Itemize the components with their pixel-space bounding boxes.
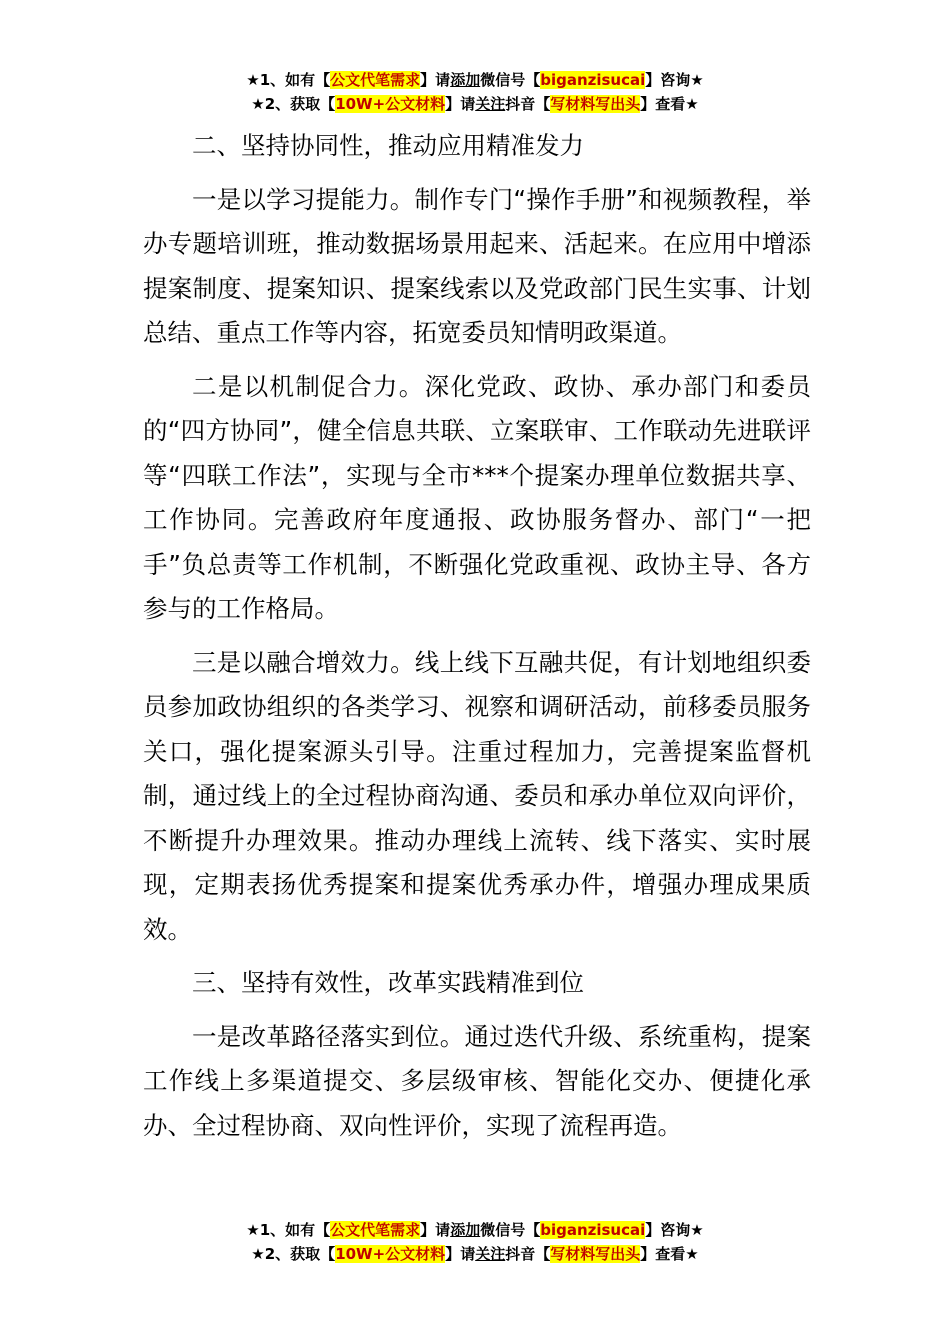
highlight-service: 公文代笔需求 — [330, 1221, 421, 1239]
highlight-service: 公文代笔需求 — [330, 71, 421, 89]
highlight-wechat-id: biganzisucai — [540, 1221, 646, 1239]
highlight-materials: 10W+公文材料 — [335, 1245, 446, 1263]
banner-line-1: ★1、如有【公文代笔需求】请添加微信号【biganzisucai】咨询★ — [246, 1221, 704, 1239]
section-heading: 二、坚持协同性，推动应用精准发力 — [192, 131, 584, 160]
highlight-douyin-account: 写材料写出头 — [550, 1245, 641, 1263]
document-body — [143, 124, 811, 1157]
highlight-materials: 10W+公文材料 — [335, 95, 446, 113]
paragraph: 一是改革路径落实到位。通过迭代升级、系统重构，提案工作线上多渠道提交、多层级审核、智能化交办、便捷化承办、全过程协商、双向性评价，实现了流程再造。 — [143, 1021, 811, 1140]
banner-line-1: ★1、如有【公文代笔需求】请添加微信号【biganzisucai】咨询★ — [246, 71, 704, 89]
banner-line-2: ★2、获取【10W+公文材料】请关注抖音【写材料写出头】查看★ — [251, 95, 699, 113]
banner-line-2: ★2、获取【10W+公文材料】请关注抖音【写材料写出头】查看★ — [251, 1245, 699, 1263]
footer-banner — [0, 1218, 950, 1266]
highlight-douyin-account: 写材料写出头 — [550, 95, 641, 113]
paragraph: 二是以机制促合力。深化党政、政协、承办部门和委员的“四方协同”，健全信息共联、立案联审、工作联动先进联评等“四联工作法”，实现与全市***个提案办理单位数据共享、工作协同。完善政府年度通报、政协服务督办、部门“一把手”负总责等工作机制，不断强化党政重视、政协主导、各方参与的工作格局。 — [143, 371, 811, 623]
paragraph: 三是以融合增效力。线上线下互融共促，有计划地组织委员参加政协组织的各类学习、视察和调研活动，前移委员服务关口，强化提案源头引导。注重过程加力，完善提案监督机制，通过线上的全过程协商沟通、委员和承办单位双向评价，不断提升办理效果。推动办理线上流转、线下落实、实时展现，定期表扬优秀提案和提案优秀承办件，增强办理成果质效。 — [143, 647, 811, 944]
highlight-wechat-id: biganzisucai — [540, 71, 646, 89]
section-heading: 三、坚持有效性，改革实践精准到位 — [192, 968, 584, 997]
paragraph: 一是以学习提能力。制作专门“操作手册”和视频教程，举办专题培训班，推动数据场景用起来、活起来。在应用中增添提案制度、提案知识、提案线索以及党政部门民生实事、计划总结、重点工作等内容，拓宽委员知情明政渠道。 — [143, 184, 811, 347]
header-banner — [0, 68, 950, 116]
